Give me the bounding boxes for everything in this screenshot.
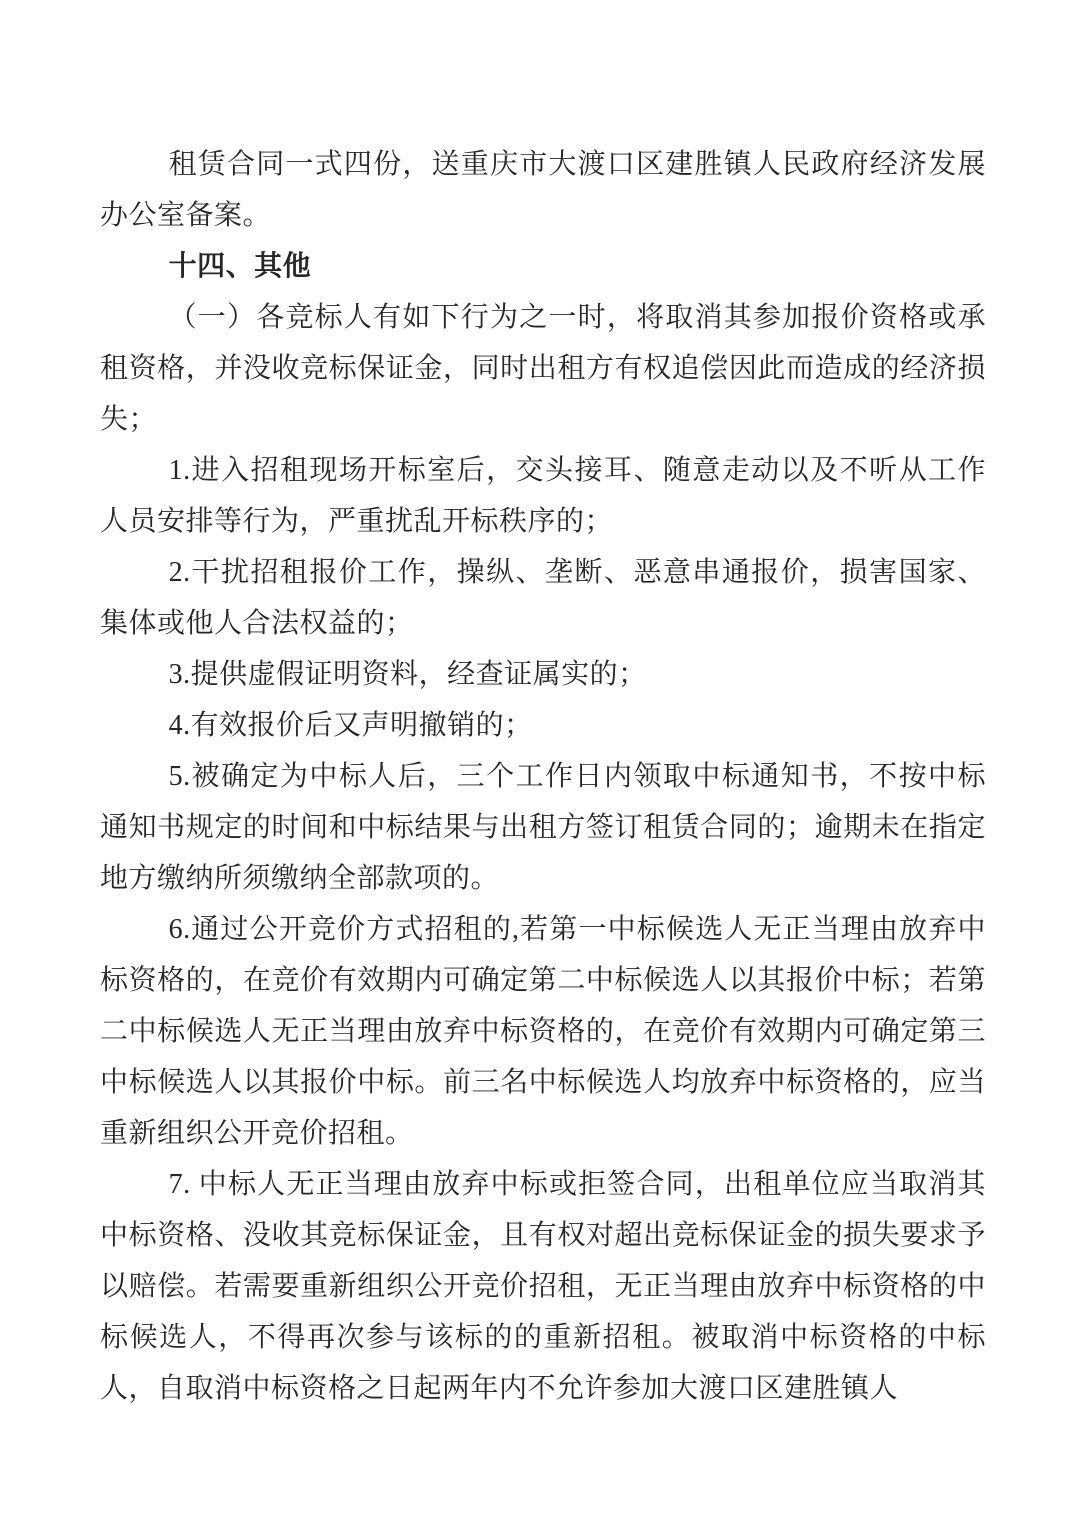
paragraph-clause-4: 4.有效报价后又声明撤销的；	[168, 710, 533, 741]
paragraph-clause-2: 2.干扰招租报价工作，操纵、垄断、恶意串通报价，损害国家、集体或他人合法权益的；	[100, 557, 986, 639]
paragraph-clause-5: 5.被确定为中标人后，三个工作日内领取中标通知书，不按中标通知书规定的时间和中标结果与出租方签订租赁合同的；逾期未在指定地方缴纳所须缴纳全部款项的。	[100, 761, 986, 894]
paragraph-clause-7: 7. 中标人无正当理由放弃中标或拒签合同，出租单位应当取消其中标资格、没收其竞标保证金，且有权对超出竞标保证金的损失要求予以赔偿。若需要重新组织公开竞价招租，无正当理由放弃中标资格的中标候选人，不得再次参与该标的的重新招租。被取消中标资格的中标人，自取消中标资格之日起两年内不允许参加大渡口区建胜镇人	[100, 1169, 986, 1404]
paragraph-clause-1: 1.进入招租现场开标室后，交头接耳、随意走动以及不听从工作人员安排等行为，严重扰乱开标秩序的；	[100, 455, 986, 537]
paragraph-filing-copies: 租赁合同一式四份，送重庆市大渡口区建胜镇人民政府经济发展办公室备案。	[100, 149, 986, 231]
document-text-area	[100, 139, 986, 1414]
paragraph-clause-3: 3.提供虚假证明资料，经查证属实的；	[168, 659, 647, 690]
section-heading-14-others: 十四、其他	[168, 251, 312, 282]
paragraph-disqualification-intro: （一）各竞标人有如下行为之一时，将取消其参加报价资格或承租资格，并没收竞标保证金，同时出租方有权追偿因此而造成的经济损失；	[100, 302, 986, 435]
paragraph-clause-6: 6.通过公开竞价方式招租的,若第一中标候选人无正当理由放弃中标资格的，在竞价有效期内可确定第二中标候选人以其报价中标；若第二中标候选人无正当理由放弃中标资格的，在竞价有效期内可确定第三中标候选人以其报价中标。前三名中标候选人均放弃中标资格的，应当重新组织公开竞价招租。	[100, 914, 986, 1149]
